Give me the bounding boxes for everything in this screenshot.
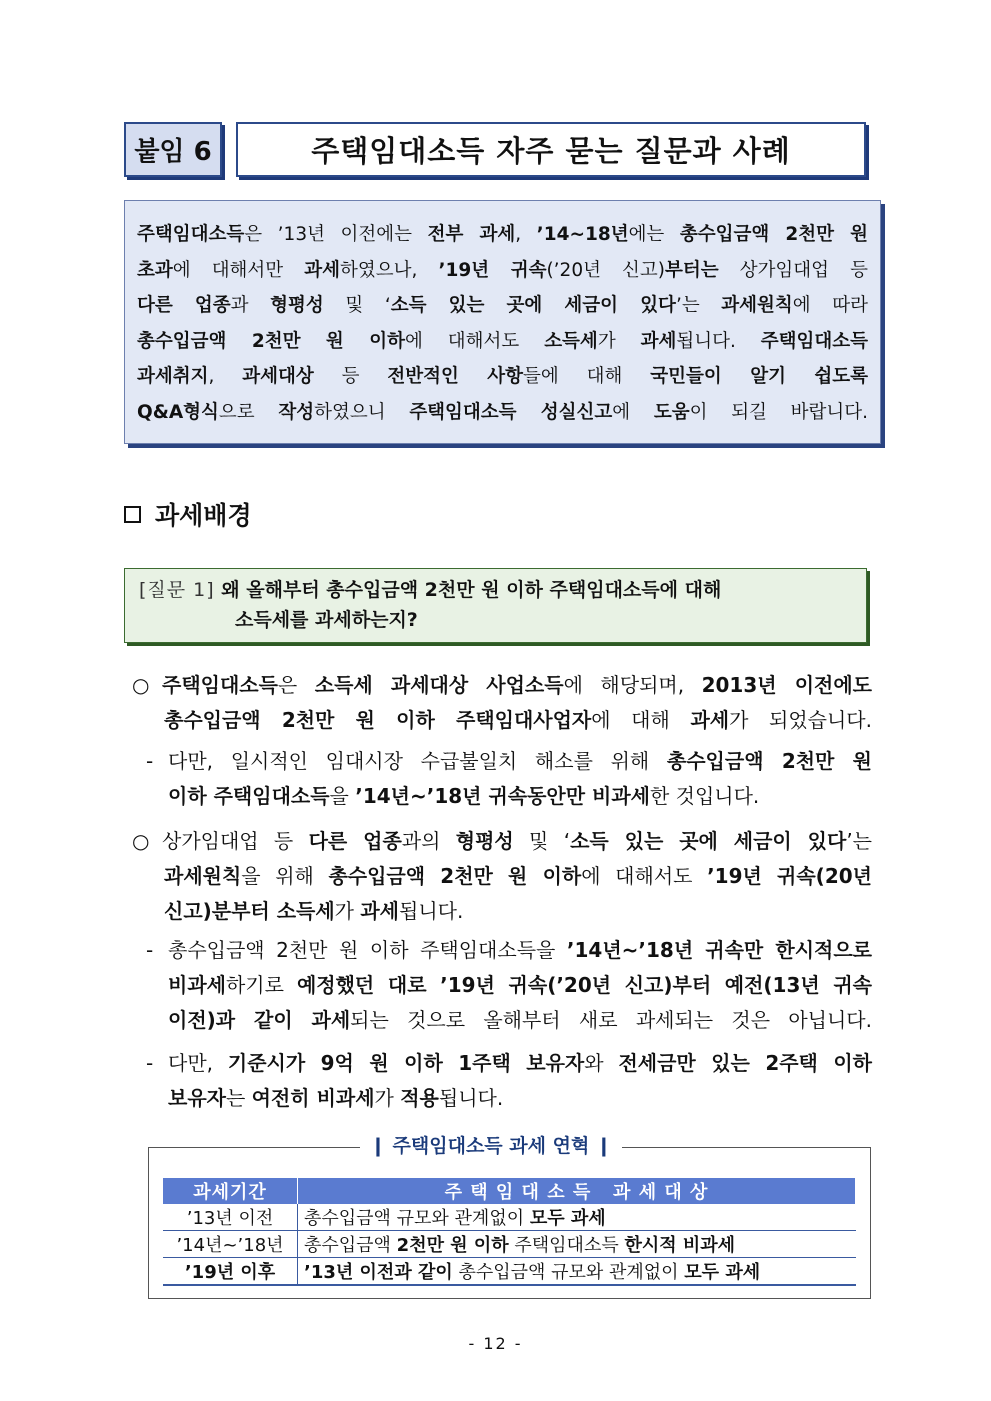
text-run: 하였으나, (340, 259, 439, 281)
text-run: , (208, 366, 243, 387)
paragraph-line (146, 1046, 872, 1081)
bold-text: 과세취지 (137, 366, 209, 387)
attachment-tag: 붙임 6 (124, 122, 222, 177)
text-run: 에 (612, 401, 654, 423)
text-run: , (515, 224, 537, 245)
paragraph-line (146, 1003, 872, 1038)
text-run: 에 대해서도 (581, 864, 708, 888)
question-text-1: 왜 올해부터 총수입금액 2천만 원 이하 주택임대소득에 대해 (221, 579, 722, 601)
bold-text: 전반적인 사항 (387, 366, 524, 387)
bold-text: 총수입금액 2천만 원 이하 (137, 330, 405, 352)
bold-text: 다른 업종 (308, 829, 402, 853)
intro-line (137, 253, 868, 289)
text-run: 상가임대업 등 (162, 829, 309, 853)
bold-text: 주택임대소득 (760, 330, 868, 352)
text-run: 과의 (401, 829, 456, 853)
text-run: 총수입금액 규모와 관계없이 (304, 1208, 530, 1229)
bold-text: Q&A형식 (137, 401, 219, 423)
bold-text: 주택임대소득 성실신고 (409, 401, 613, 423)
text-run: 됩니다. (438, 1086, 504, 1110)
bold-text: 적용 (400, 1086, 439, 1110)
bold-text: 도움 (653, 401, 690, 423)
intro-line (137, 324, 868, 360)
bold-text: ’14년~’18년 귀속만 한시적으로 (566, 938, 873, 962)
page-number: - 12 - (468, 1334, 523, 1353)
text-run: 하기로 (225, 973, 297, 997)
bold-text: 총수입금액 2천만 원 (666, 749, 872, 773)
paragraph-line (146, 968, 872, 1003)
paragraph-line (132, 668, 872, 703)
bold-text: 총수입금액 2천만 원 이하 (328, 864, 582, 888)
bold-text: 소득세 (544, 330, 598, 352)
question-text-2: 소득세를 과세하는지? (235, 609, 418, 631)
question-line-1 (139, 575, 866, 605)
paragraph-line (132, 824, 872, 859)
text-run: 은 ’13년 이전에는 (244, 224, 428, 245)
text-run: 을 (329, 784, 356, 808)
paragraph-line (132, 894, 872, 929)
bold-text: 예정했던 대로 ’19년 귀속(’20년 신고)부터 예전(13년 귀속 (296, 973, 872, 997)
text-run: 는 (225, 1086, 252, 1110)
paragraph-text (162, 829, 872, 853)
bold-text: 형평성 (455, 829, 514, 853)
text-run: 되는 것으로 올해부터 새로 과세되는 것은 아닙니다. (350, 1008, 872, 1032)
paragraph-line (146, 744, 872, 779)
intro-line (137, 395, 868, 431)
text-run: ’는 (675, 295, 722, 316)
bold-text: 전세금만 있는 2주택 이하 (618, 1051, 872, 1075)
column-header-period: 과세기간 (163, 1178, 298, 1204)
text-run: 하였으니 (314, 401, 410, 423)
paragraph-text (168, 749, 872, 773)
bold-text: 전부 과세 (427, 224, 516, 245)
bold-text: 과세원칙 (164, 864, 242, 888)
bold-text: 국민들이 알기 쉽도록 (650, 366, 868, 387)
bold-text: 보유자 (168, 1086, 226, 1110)
bold-text: 이전)과 같이 과세 (168, 1008, 351, 1032)
dash-bullet-icon: - (146, 1051, 154, 1075)
bold-text: 2013년 이전에도 (701, 673, 872, 697)
text-run: 및 ‘ (513, 829, 571, 853)
bold-text: 기준시가 9억 원 이하 1주택 보유자 (227, 1051, 585, 1075)
bold-text: 소득세 과세대상 사업소득 (314, 673, 564, 697)
paragraph-5 (146, 1046, 872, 1116)
target-cell (298, 1231, 856, 1258)
text-run: 에 대해서만 (172, 259, 305, 281)
table-row (163, 1258, 856, 1286)
bold-text: ’14~18년 (536, 224, 629, 245)
paragraph-text (162, 673, 872, 697)
target-cell (298, 1204, 856, 1231)
table-header-row (163, 1178, 856, 1204)
bold-text: ’19년 귀속 (438, 259, 547, 281)
bold-text: 모두 과세 (529, 1208, 606, 1229)
text-run: 주택임대소득 (508, 1235, 625, 1256)
period-cell: ’14년~’18년 (163, 1231, 298, 1258)
bold-text: 과세 (640, 330, 677, 352)
bold-text: 과세대상 (242, 366, 314, 387)
bold-text: 초과 (137, 259, 173, 281)
text-run: 은 (277, 673, 315, 697)
text-run: 다만, (168, 1051, 228, 1075)
period-cell: ’13년 이전 (163, 1204, 298, 1231)
bold-text: 총수입금액 2천만 원 (679, 224, 868, 245)
bold-text: ’19년 귀속(20년 (707, 864, 872, 888)
text-run: ’는 (846, 829, 872, 853)
paragraph-line (132, 703, 872, 738)
text-run: 에 해당되며, (563, 673, 702, 697)
intro-line (137, 288, 868, 324)
bold-text: 주택임대소득 (162, 673, 278, 697)
bold-text: 과세 (690, 708, 730, 732)
checkbox-icon (124, 506, 141, 523)
page-title: 주택임대소득 자주 묻는 질문과 사례 (236, 122, 866, 177)
target-cell (298, 1258, 856, 1286)
text-run: 상가임대업 등 (718, 259, 868, 281)
table-row (163, 1231, 856, 1258)
text-run: 가 되었습니다. (729, 708, 872, 732)
bold-text: 과세 (304, 259, 340, 281)
text-run: 됩니다. (399, 899, 464, 923)
intro-line (137, 217, 868, 253)
bold-text: 여전히 비과세 (251, 1086, 375, 1110)
text-run: 다만, 일시적인 임대시장 수급불일치 해소를 위해 (168, 749, 667, 773)
text-run: 총수입금액 2천만 원 이하 주택임대소득을 (168, 938, 567, 962)
text-run: (’20년 신고) (546, 259, 665, 281)
paragraph-2 (146, 744, 872, 814)
text-run: 됩니다. (676, 330, 761, 352)
text-run: 총수입금액 규모와 관계없이 (452, 1262, 685, 1283)
text-run: 가 (334, 899, 361, 923)
question-box (124, 568, 867, 643)
period-cell: ’19년 이후 (163, 1258, 298, 1286)
text-run: 이 되길 바랍니다. (689, 401, 868, 423)
text-run: 으로 (218, 401, 279, 423)
dash-bullet-icon: - (146, 749, 154, 773)
paragraph-4 (146, 933, 872, 1038)
text-run: 와 (584, 1051, 619, 1075)
history-table-caption: ❙ 주택임대소득 과세 연혁 ❙ (360, 1131, 622, 1158)
history-table (163, 1178, 856, 1286)
paragraph-text (168, 1051, 872, 1075)
bold-text: 이하 주택임대소득 (168, 784, 330, 808)
text-run: 에는 (628, 224, 680, 245)
text-run: 을 위해 (241, 864, 329, 888)
bold-text: 과세 (360, 899, 399, 923)
bold-text: 작성 (278, 401, 315, 423)
bold-text: 부터는 (665, 259, 719, 281)
section-title: 과세배경 (155, 501, 252, 530)
text-run: 및 ‘ (323, 295, 391, 316)
table-row (163, 1204, 856, 1231)
circle-bullet-icon: ○ (132, 829, 150, 853)
bold-text: 신고)분부터 소득세 (164, 899, 335, 923)
bold-text: 다른 업종 (137, 295, 231, 316)
bold-text: 한시적 비과세 (624, 1235, 736, 1256)
question-label: [질문 1] (139, 579, 215, 601)
bold-text: 총수입금액 2천만 원 이하 주택임대사업자 (164, 708, 592, 732)
circle-bullet-icon: ○ (132, 673, 150, 697)
bold-text: 주택임대소득 (137, 224, 245, 245)
intro-summary-box (124, 200, 881, 444)
text-run: 가 (374, 1086, 401, 1110)
bold-text: 소득 있는 곳에 세금이 있다 (390, 295, 676, 316)
dash-bullet-icon: - (146, 938, 154, 962)
bold-text: 형평성 (270, 295, 324, 316)
bold-text: ’14년~’18년 귀속동안만 비과세 (355, 784, 650, 808)
text-run: 한 것입니다. (649, 784, 760, 808)
bold-text: 2천만 원 이하 (396, 1235, 509, 1256)
section-heading (124, 496, 252, 532)
paragraph-line (146, 779, 872, 814)
intro-line (137, 359, 868, 395)
text-run: 총수입금액 (304, 1235, 397, 1256)
text-run: 에 대해 (591, 708, 691, 732)
bold-text: ’13년 이전과 같이 (304, 1262, 453, 1283)
paragraph-line (146, 1081, 872, 1116)
bold-text: 과세원칙 (721, 295, 793, 316)
text-run: 등 (313, 366, 388, 387)
paragraph-line (146, 933, 872, 968)
text-run: 가 (597, 330, 641, 352)
bold-text: 비과세 (168, 973, 226, 997)
paragraph-1 (132, 668, 872, 738)
column-header-target: 주 택 임 대 소 득 과 세 대 상 (298, 1178, 856, 1204)
paragraph-text (168, 938, 872, 962)
text-run: 에 대해서도 (405, 330, 545, 352)
paragraph-line (132, 859, 872, 894)
text-run: 에 따라 (792, 295, 868, 316)
bold-text: 소득 있는 곳에 세금이 있다 (570, 829, 847, 853)
text-run: 과 (230, 295, 271, 316)
bold-text: 모두 과세 (684, 1262, 761, 1283)
paragraph-3 (132, 824, 872, 929)
text-run: 들에 대해 (523, 366, 651, 387)
